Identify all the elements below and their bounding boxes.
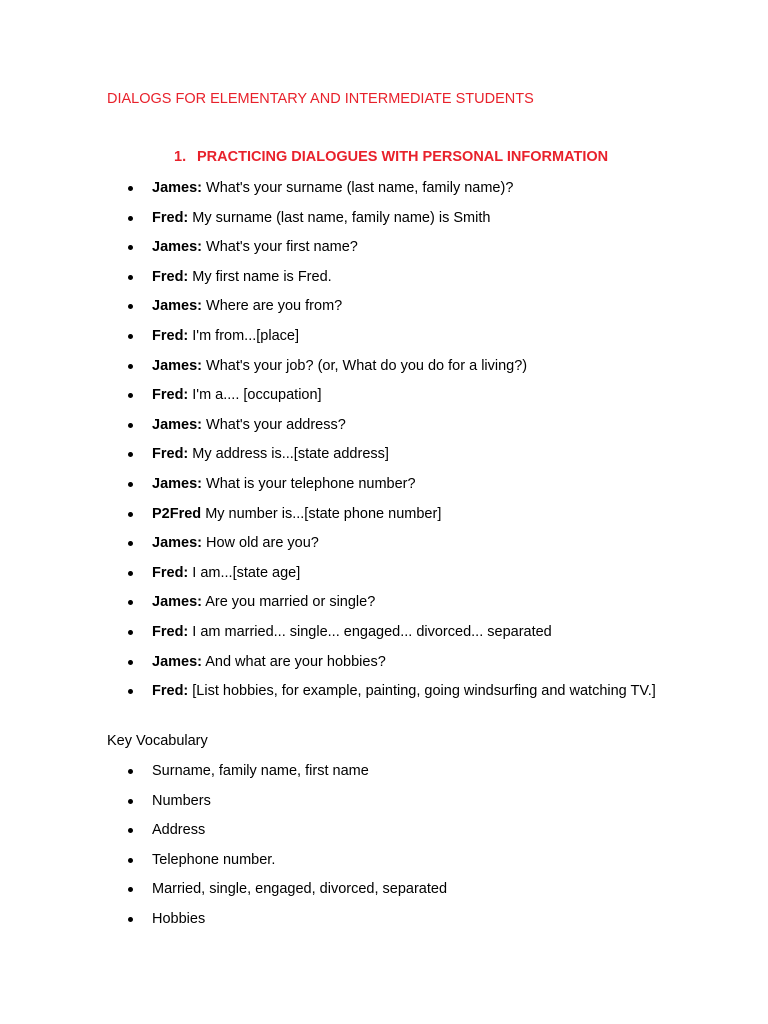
bullet-icon bbox=[128, 423, 133, 428]
dialog-line bbox=[0, 593, 768, 611]
bullet-icon bbox=[128, 917, 133, 922]
bullet-icon bbox=[128, 393, 133, 398]
speaker-name: Fred: bbox=[152, 387, 189, 404]
speaker-name: Fred: bbox=[152, 209, 189, 226]
dialog-text: What's your surname (last name, family name)? bbox=[201, 180, 514, 196]
dialog-text: Are you married or single? bbox=[201, 594, 376, 611]
speaker-name: James: bbox=[152, 653, 202, 670]
dialog-line bbox=[0, 268, 768, 286]
dialog-text: My first name is Fred. bbox=[188, 268, 332, 285]
dialog-text: What's your job? (or, What do you do for a living?) bbox=[201, 357, 528, 374]
speaker-name: Fred: bbox=[152, 683, 189, 700]
dialog-line bbox=[0, 505, 768, 523]
speaker-name: James: bbox=[152, 239, 202, 256]
speaker-name: P2Fred bbox=[152, 505, 202, 522]
bullet-icon bbox=[128, 334, 133, 339]
bullet-icon bbox=[128, 660, 133, 665]
speaker-name: James: bbox=[152, 475, 202, 492]
dialog-line bbox=[0, 357, 768, 375]
section-number: 1. bbox=[174, 149, 187, 165]
bullet-icon bbox=[128, 571, 133, 576]
bullet-icon bbox=[128, 482, 133, 487]
speaker-name: Fred: bbox=[152, 268, 189, 285]
speaker-name: James: bbox=[152, 357, 202, 374]
dialog-line bbox=[0, 623, 768, 641]
vocabulary-list bbox=[0, 762, 768, 940]
vocabulary-item bbox=[0, 851, 768, 869]
dialog-text: What's your address? bbox=[201, 416, 346, 433]
bullet-icon bbox=[128, 452, 133, 457]
dialog-text: Where are you from? bbox=[201, 298, 343, 315]
section-heading-text: PRACTICING DIALOGUES WITH PERSONAL INFORMATION bbox=[197, 149, 609, 165]
bullet-icon bbox=[128, 245, 133, 250]
section-heading bbox=[174, 149, 608, 165]
dialog-text: [List hobbies, for example, painting, going windsurfing and watching TV.] bbox=[188, 683, 656, 700]
speaker-name: James: bbox=[152, 594, 202, 611]
key-vocabulary-label: Key Vocabulary bbox=[107, 733, 208, 749]
bullet-icon bbox=[128, 512, 133, 517]
bullet-icon bbox=[128, 630, 133, 635]
vocabulary-text: Hobbies bbox=[152, 910, 206, 927]
vocabulary-item bbox=[0, 880, 768, 898]
dialog-text: I am married... single... engaged... divorced... separated bbox=[188, 623, 552, 640]
bullet-icon bbox=[128, 275, 133, 280]
bullet-icon bbox=[128, 304, 133, 309]
bullet-icon bbox=[128, 364, 133, 369]
dialog-text: What is your telephone number? bbox=[201, 475, 416, 492]
vocabulary-text: Address bbox=[152, 822, 206, 839]
dialog-text: How old are you? bbox=[201, 535, 319, 552]
dialog-line bbox=[0, 653, 768, 671]
speaker-name: James: bbox=[152, 416, 202, 433]
dialog-text: What's your first name? bbox=[201, 239, 358, 256]
vocabulary-item bbox=[0, 821, 768, 839]
bullet-icon bbox=[128, 186, 133, 191]
speaker-name: Fred: bbox=[152, 623, 189, 640]
bullet-icon bbox=[128, 769, 133, 774]
speaker-name: Fred: bbox=[152, 446, 189, 463]
bullet-icon bbox=[128, 828, 133, 833]
dialog-line bbox=[0, 682, 768, 700]
dialog-line bbox=[0, 416, 768, 434]
bullet-icon bbox=[128, 799, 133, 804]
dialog-text: My surname (last name, family name) is Smith bbox=[188, 209, 491, 226]
vocabulary-item bbox=[0, 792, 768, 810]
dialog-text: My address is...[state address] bbox=[188, 446, 389, 463]
bullet-icon bbox=[128, 858, 133, 863]
bullet-icon bbox=[128, 216, 133, 221]
speaker-name: Fred: bbox=[152, 564, 189, 581]
dialog-text: I am...[state age] bbox=[188, 564, 301, 581]
dialog-text: I'm a.... [occupation] bbox=[188, 387, 322, 404]
speaker-name: James: bbox=[152, 298, 202, 315]
vocabulary-text: Numbers bbox=[152, 792, 211, 809]
dialog-line bbox=[0, 297, 768, 315]
dialog-list bbox=[0, 179, 768, 712]
bullet-icon bbox=[128, 887, 133, 892]
speaker-name: James: bbox=[152, 535, 202, 552]
dialog-text: And what are your hobbies? bbox=[201, 653, 386, 670]
dialog-line bbox=[0, 564, 768, 582]
dialog-text: My number is...[state phone number] bbox=[201, 505, 442, 522]
dialog-line bbox=[0, 209, 768, 227]
dialog-line bbox=[0, 475, 768, 493]
bullet-icon bbox=[128, 541, 133, 546]
bullet-icon bbox=[128, 600, 133, 605]
speaker-name: James: bbox=[152, 180, 202, 196]
vocabulary-text: Married, single, engaged, divorced, separated bbox=[152, 881, 448, 898]
dialog-line bbox=[0, 534, 768, 552]
vocabulary-text: Surname, family name, first name bbox=[152, 763, 369, 779]
vocabulary-item bbox=[0, 910, 768, 928]
speaker-name: Fred: bbox=[152, 327, 189, 344]
vocabulary-item bbox=[0, 762, 768, 780]
bullet-icon bbox=[128, 689, 133, 694]
vocabulary-text: Telephone number. bbox=[152, 851, 276, 868]
dialog-line bbox=[0, 179, 768, 197]
dialog-text: I'm from...[place] bbox=[188, 327, 299, 344]
dialog-line bbox=[0, 445, 768, 463]
dialog-line bbox=[0, 386, 768, 404]
document-title: DIALOGS FOR ELEMENTARY AND INTERMEDIATE STUDENTS bbox=[107, 91, 534, 107]
dialog-line bbox=[0, 327, 768, 345]
dialog-line bbox=[0, 238, 768, 256]
